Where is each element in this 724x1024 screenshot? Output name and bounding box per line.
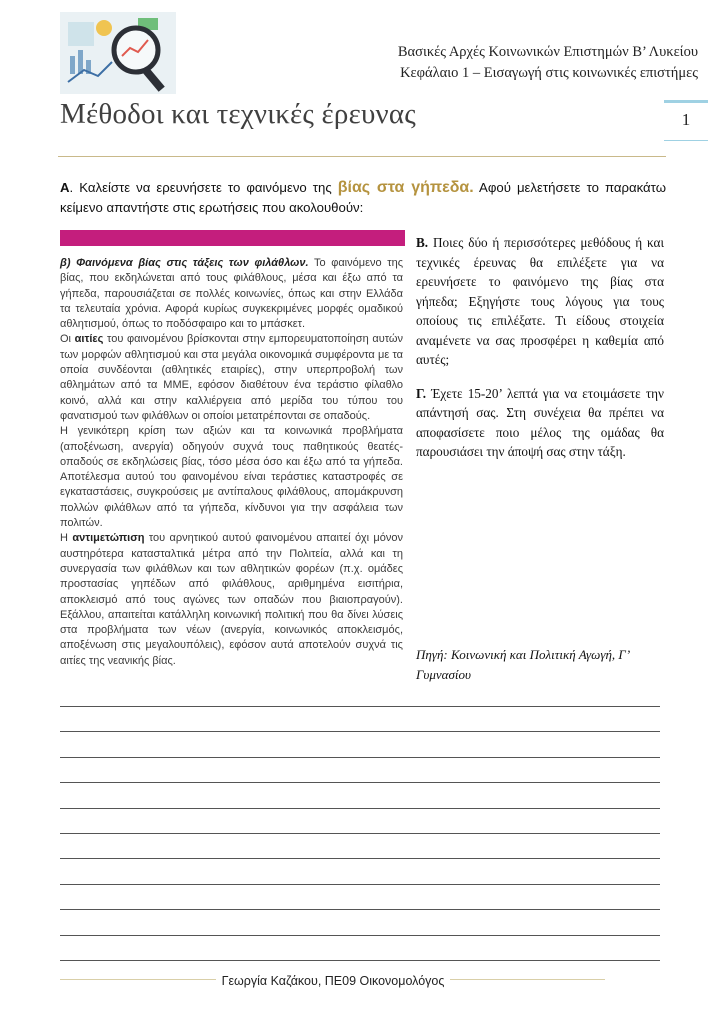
excerpt-keyword-response: αντιμετώπιση [72, 532, 145, 545]
task-a-intro [60, 178, 666, 218]
answer-line [60, 884, 660, 885]
title-divider [58, 156, 666, 157]
question-b-label: Β. [416, 235, 429, 250]
answer-line [60, 782, 660, 783]
page-number-top-rule [664, 100, 708, 103]
excerpt-p2-start: Οι [60, 333, 75, 346]
answer-lines [60, 706, 660, 985]
footer [0, 974, 666, 988]
excerpt-paragraph-4 [60, 531, 403, 669]
question-b-text: Ποιες δύο ή περισσότερες μεθόδους ή και τεχνικές έρευνας θα επιλέξετε για να ερευνήσετε το φαινόμενο της βίας στα γήπεδα; Εξηγήστε τους λόγους για τους οποίους τις επιλέξατε. Τι είδους στοιχεία αναμένετε να σας προσφέρει η καθεμία από αυτές; [416, 235, 664, 367]
excerpt-paragraph-3: Η γενικότερη κρίση των αξιών και τα κοινωνικά προβλήματα (αποξένωση, ανεργία) οδηγούν συχνά τους παθητικούς θεατές-οπαδούς σε εκδηλώσεις βίας, τόσο μέσα όσο και έξω από τα γήπεδα. Αποτέλεσμα αυτού του φαινομένου είναι τεράστιες καταστροφές σε εγκαταστάσεις, συγκρούσεις με αντίπαλους φιλάθλους, απομάκρυνση πολλών φιλάθλων από τα γήπεδα, κίνδυνοι για την ασφάλεια των πολιτών. [60, 425, 403, 530]
excerpt-paragraph-2 [60, 332, 403, 424]
document-header [398, 42, 698, 84]
source-citation: Πηγή: Κοινωνική και Πολιτική Αγωγή, Γ’ Γυμνασίου [416, 647, 629, 682]
answer-line [60, 909, 660, 910]
excerpt-keyword-causes: αιτίες [74, 333, 104, 346]
magnifier-over-charts-icon [60, 12, 176, 94]
excerpt-p1-body: Το φαινόμενο της βίας, που εκδηλώνεται από τους φιλάθλους, μέσα και έξω από τα γήπεδα, παρουσιάζεται σε πολλές κοινωνίες, όπως και στην Ελλάδα τα τελευταία χρόνια. Αφορά κυρίως συγκεκριμένες μορφές ομαδικού αθλητισμού, όπως το ποδόσφαιρο και το μπάσκετ. [60, 257, 403, 331]
task-a-text-after: Αφού μελετήσετε το παρακάτω κείμενο απαντήστε στις ερωτήσεις που ακολουθούν: [60, 180, 667, 215]
answer-line [60, 960, 660, 961]
excerpt-color-bar [60, 230, 405, 246]
answer-line [60, 706, 660, 707]
footer-author: Γεωργία Καζάκου, ΠΕ09 Οικονομολόγος [216, 974, 451, 988]
question-b [416, 233, 664, 370]
excerpt-p4-start: Η [60, 532, 73, 545]
excerpt-text [60, 256, 403, 669]
task-a-label: Α [60, 180, 70, 195]
excerpt-paragraph-1 [60, 256, 403, 332]
task-a-text-before: . Καλείστε να ερευνήσετε το φαινόμενο της [69, 180, 338, 195]
task-a-highlight: βίας στα γήπεδα. [337, 179, 474, 196]
chapter-title: Κεφάλαιο 1 – Εισαγωγή στις κοινωνικές επιστήμες [400, 65, 698, 81]
course-title: Βασικές Αρχές Κοινωνικών Επιστημών Β’ Λυκείου [397, 44, 698, 60]
answer-line [60, 935, 660, 936]
answer-line [60, 757, 660, 758]
questions-column [416, 233, 664, 476]
logo [60, 12, 176, 94]
question-g-label: Γ. [416, 385, 427, 401]
answer-line [60, 808, 660, 809]
excerpt-heading: β) Φαινόμενα βίας στις τάξεις των φιλάθλων. [60, 257, 309, 269]
page-number-bottom-rule [664, 140, 708, 141]
question-g-text: Έχετε 15-20’ λεπτά για να ετοιμάσετε την απάντησή σας. Στη συνέχεια θα πρέπει να αποφασίσετε ποιο μέλος της ομάδας θα παρουσιάσει την άποψή σας στην τάξη. [416, 385, 664, 459]
excerpt-p2-body: του φαινομένου βρίσκονται στην εμπορευματοποίηση αυτών των μορφών αθλητισμού και στα μεγάλα οικονομικά συμφέροντα με τα οποία συνδέονται (αθλητικές εταιρίες), στην υπερπροβολή των αθλημάτων από τα ΜΜΕ, εφόσον διαθέτουν ένα τεράστιο φίλαθλο κοινό, αλλά και στην καλλιέργεια από μερίδα του τύπου του φανατισμού των φιλάθλων οι οποίοι μετατρέπονται σε οπαδούς. [60, 333, 403, 422]
question-g [416, 384, 664, 462]
answer-line [60, 731, 660, 732]
excerpt-p4-body: του αρνητικού αυτού φαινομένου απαιτεί όχι μόνον αυστηρότερα κατασταλτικά μέτρα από την Πολιτεία, αλλά και τη συνεργασία των φιλάθλων και των αθλητικών φορέων (π.χ. ομάδες προστασίας γηπέδων από φιλάθλους, αριθμημένα εισιτήρια, αποκλεισμό από τους αγώνες των οπαδών που βιαιοπραγούν). Εξάλλου, απαιτείται κατάλληλη κοινωνική πολιτική που θα δίνει λύσεις στα προβλήματα των νέων (ανεργία, κοινωνικός αποκλεισμός, αποξένωση στις μεγαλουπόλεις), εφόσον αυτά αποτελούν συχνά τις αιτίες της νεανικής βίας. [60, 532, 403, 667]
answer-line [60, 858, 660, 859]
page-number: 1 [681, 110, 691, 129]
page-title: Μέθοδοι και τεχνικές έρευνας [60, 98, 416, 130]
answer-line [60, 833, 660, 834]
